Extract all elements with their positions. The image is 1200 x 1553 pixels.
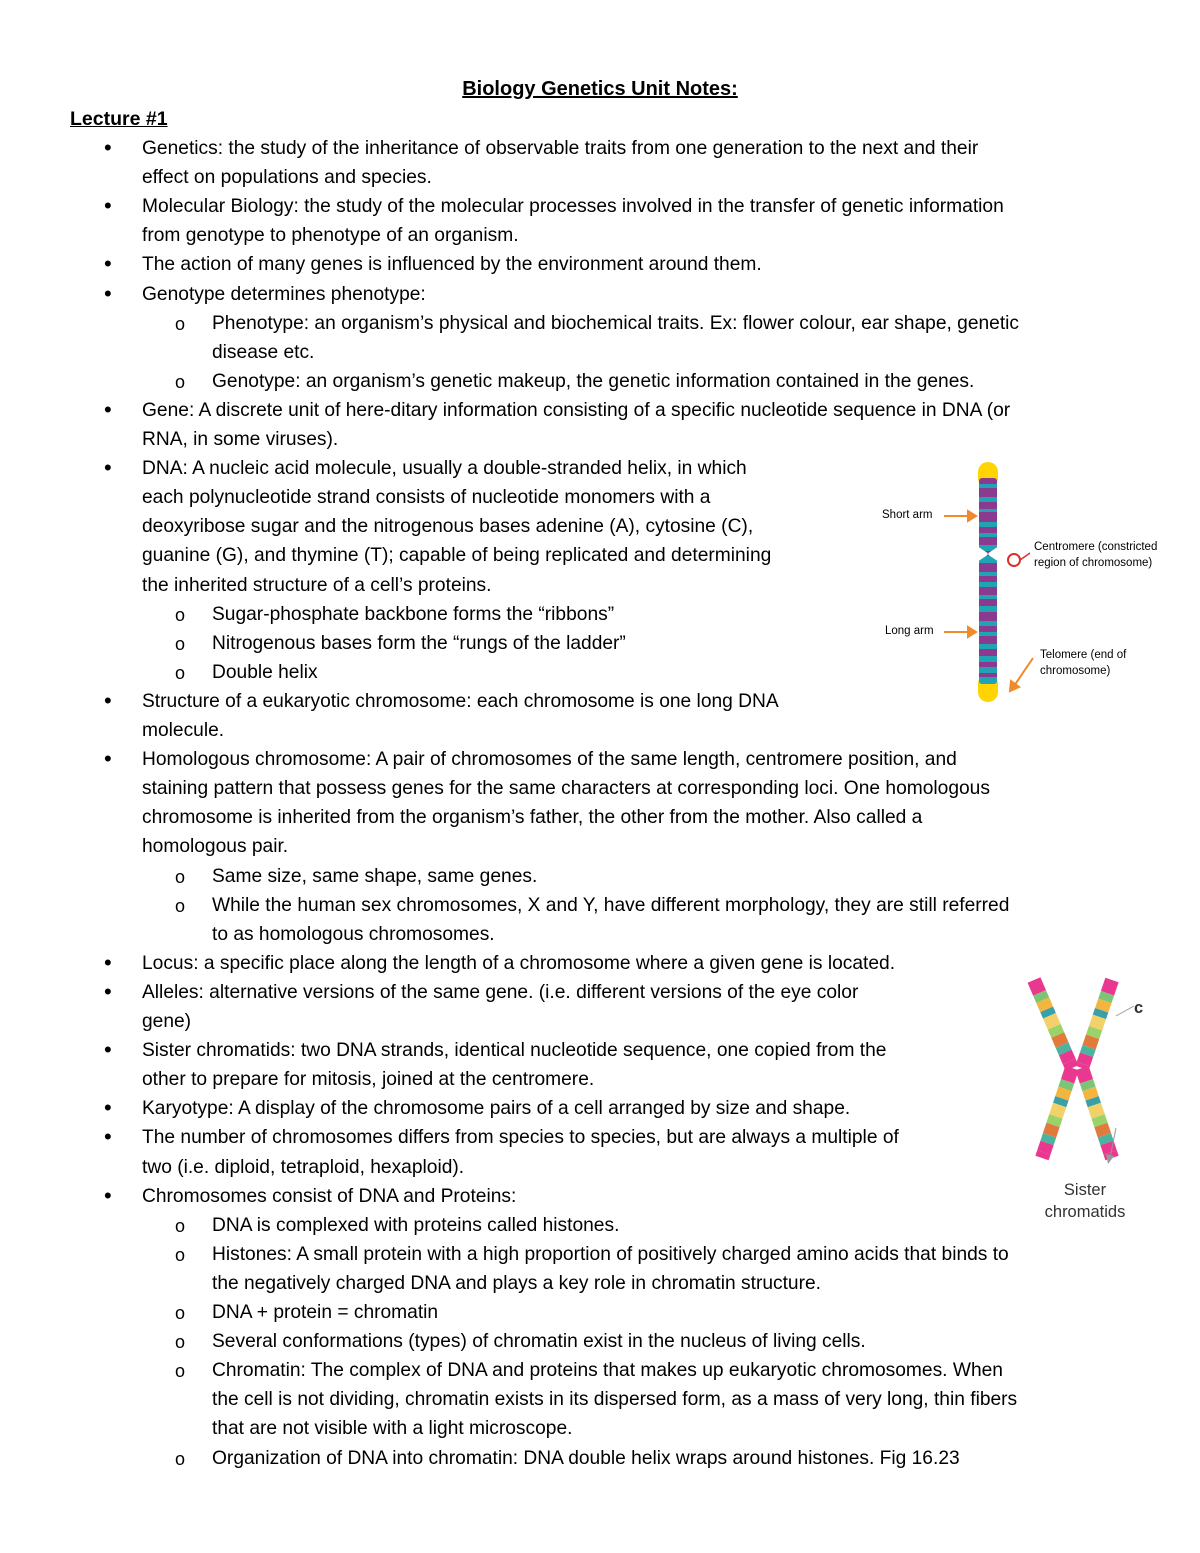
sub-note-line: Phenotype: an organism’s physical and biochemical traits. Ex: flower colour, ear shape, genetic [212, 312, 1020, 334]
note-line: the inherited structure of a cell’s proteins. [142, 574, 492, 596]
sub-note-line: DNA + protein = chromatin [212, 1302, 439, 1323]
chromosome-band [979, 537, 997, 545]
chromosome-band [979, 621, 997, 626]
note-line: Sister chromatids: two DNA strands, identical nucleotide sequence, one copied from the [142, 1040, 887, 1062]
page-title: Biology Genetics Unit Notes: [462, 78, 738, 100]
chromosome-band [979, 667, 997, 673]
chromosome-band [979, 656, 997, 662]
bullet-dot: • [104, 1037, 112, 1063]
bullet-dot: • [104, 455, 112, 481]
bullet-dot: • [104, 135, 112, 160]
bullet-circle: o [175, 895, 186, 916]
chromosome-band [979, 478, 997, 484]
sister-label-1: Sister [1063, 1181, 1107, 1199]
chromosome-band [979, 509, 997, 512]
note-line: Locus: a specific place along the length of a chromosome where a given gene is located. [142, 952, 896, 974]
centromere-label-1: Centromere (constricted [1034, 541, 1158, 553]
bullet-circle: o [175, 1215, 186, 1236]
bullet-dot: • [104, 193, 112, 219]
chromosome-band [979, 512, 997, 522]
bullet-circle: o [175, 1244, 186, 1265]
chromosome-band [979, 484, 997, 488]
note-line: Structure of a eukaryotic chromosome: each chromosome is one long DNA [142, 690, 779, 712]
bullet-dot: • [104, 251, 112, 277]
sub-note-line: that are not visible with a light microscope. [212, 1418, 573, 1440]
note-line: Alleles: alternative versions of the same gene. (i.e. different versions of the eye color [142, 981, 859, 1003]
lecture-heading: Lecture #1 [70, 108, 168, 130]
sub-note-line: Organization of DNA into chromatin: DNA double helix wraps around histones. Fig 16.23 [212, 1447, 960, 1469]
note-line: DNA: A nucleic acid molecule, usually a double-stranded helix, in which [142, 458, 747, 480]
chromosome-band [979, 563, 997, 572]
chromatid-right [1075, 978, 1118, 1160]
sub-note-line: Chromatin: The complex of DNA and proteins that makes up eukaryotic chromosomes. When [212, 1360, 1003, 1382]
note-line: Karyotype: A display of the chromosome pairs of a cell arranged by size and shape. [142, 1098, 851, 1120]
note-line: chromosome is inherited from the organism’s father, the other from the mother. Also called a [142, 807, 923, 829]
bullet-dot: • [104, 1095, 112, 1121]
bullet-dot: • [104, 746, 112, 772]
chromosome-band [979, 527, 997, 533]
chromosome-band [979, 644, 997, 649]
sister-label-2: chromatids [1044, 1203, 1126, 1221]
note-line: Gene: A discrete unit of here-ditary information consisting of a specific nucleotide sequence in DNA (or [142, 399, 1011, 421]
chromosome-band [979, 649, 997, 656]
chromosome-band [979, 636, 997, 644]
bullet-dot: • [104, 1124, 112, 1150]
sub-note-line: Genotype: an organism’s genetic makeup, the genetic information contained in the genes. [212, 370, 975, 392]
bullet-circle: o [175, 1448, 186, 1469]
sister-label-letter: c [1134, 999, 1144, 1017]
sub-note-line: the negatively charged DNA and plays a key role in chromatin structure. [212, 1272, 821, 1294]
chromosome-band [979, 502, 997, 509]
bullet-circle: o [175, 866, 186, 887]
telomere-label-2: chromosome) [1040, 665, 1111, 677]
sister-chromatids-diagram [1020, 968, 1150, 1178]
sub-note-line: Nitrogenous bases form the “rungs of the ladder” [212, 632, 626, 654]
chromosome-band [979, 606, 997, 612]
sub-note-line: Sugar-phosphate backbone forms the “ribbons” [212, 603, 615, 625]
sub-note-line: While the human sex chromosomes, X and Y, have different morphology, they are still referred [212, 894, 1010, 916]
note-line: other to prepare for mitosis, joined at the centromere. [142, 1069, 595, 1091]
note-line: The number of chromosomes differs from species to species, but are always a multiple of [142, 1127, 899, 1149]
chromosome-band [979, 576, 997, 582]
bullet-circle: o [175, 313, 186, 334]
note-line: Genetics: the study of the inheritance of observable traits from one generation to the next and their [142, 138, 979, 159]
chromosome-band [979, 595, 997, 599]
bullet-circle: o [175, 662, 186, 683]
sub-note-line: to as homologous chromosomes. [212, 923, 495, 945]
chromosome-band [979, 626, 997, 632]
chromatid-left [1028, 977, 1079, 1160]
note-line: RNA, in some viruses). [142, 429, 339, 450]
note-line: gene) [142, 1011, 192, 1032]
chromosome-band [979, 587, 997, 595]
note-line: Genotype determines phenotype: [142, 283, 426, 305]
bullet-dot: • [104, 396, 112, 422]
note-line: guanine (G), and thymine (T); capable of being replicated and determining [142, 545, 772, 567]
chromosome-band [979, 572, 997, 576]
note-line: staining pattern that possess genes for the same characters at corresponding loci. One homologous [142, 778, 990, 800]
telomere-label-1: Telomere (end of [1040, 649, 1127, 661]
sub-note-line: Same size, same shape, same genes. [212, 865, 538, 887]
sub-note-line: the cell is not dividing, chromatin exists in its dispersed form, as a mass of very long, thin fibers [212, 1389, 1018, 1411]
bullet-circle: o [175, 371, 186, 392]
sub-note-line: Several conformations (types) of chromatin exist in the nucleus of living cells. [212, 1331, 866, 1353]
note-line: The action of many genes is influenced by the environment around them. [142, 254, 762, 276]
bullet-circle: o [175, 604, 186, 625]
chromosome-band [979, 632, 997, 636]
note-line: homologous pair. [142, 836, 289, 858]
bullet-dot: • [104, 978, 112, 1004]
chromosome-diagram [868, 458, 1180, 704]
note-line: two (i.e. diploid, tetraploid, hexaploid). [142, 1156, 465, 1178]
bullet-circle: o [175, 1332, 186, 1353]
chromosome-band [979, 673, 997, 677]
sub-note-line: Double helix [212, 661, 318, 683]
chromosome-figure [868, 458, 1180, 704]
centromere-ring [1008, 554, 1020, 566]
chromosome-band [979, 612, 997, 621]
bullet-dot: • [104, 687, 112, 713]
bullet-circle: o [175, 633, 186, 654]
chromosome-band [979, 522, 997, 527]
bullet-dot: • [104, 1182, 112, 1208]
sub-note-line: Histones: A small protein with a high proportion of positively charged amino acids that binds to [212, 1243, 1009, 1265]
note-line: Chromosomes consist of DNA and Proteins: [142, 1185, 517, 1207]
centromere-label-2: region of chromosome) [1034, 557, 1153, 569]
sister-chromatids-figure [1020, 968, 1150, 1228]
chromosome-band [979, 662, 997, 667]
note-line: effect on populations and species. [142, 167, 432, 189]
chromosome-bands [979, 478, 997, 686]
chromosome-band [979, 599, 997, 606]
short-arm-label: Short arm [882, 509, 933, 521]
bullet-circle: o [175, 1303, 186, 1323]
note-line: molecule. [142, 720, 225, 741]
bullet-dot: • [104, 280, 112, 306]
note-line: each polynucleotide strand consists of nucleotide monomers with a [142, 487, 711, 509]
note-line: Molecular Biology: the study of the molecular processes involved in the transfer of genetic information [142, 196, 1004, 218]
chromosome-band [979, 497, 997, 502]
bullet-dot: • [104, 949, 112, 975]
chromosome-band [979, 533, 997, 537]
chromosome-band [979, 488, 997, 497]
chromosome-band [979, 582, 997, 587]
note-line: from genotype to phenotype of an organism. [142, 225, 519, 247]
sub-note-line: disease etc. [212, 341, 315, 363]
note-line: deoxyribose sugar and the nitrogenous bases adenine (A), cytosine (C), [142, 516, 754, 538]
sub-note-line: DNA is complexed with proteins called histones. [212, 1214, 620, 1236]
note-line: Homologous chromosome: A pair of chromosomes of the same length, centromere position, and [142, 749, 957, 771]
bullet-circle: o [175, 1361, 186, 1382]
long-arm-label: Long arm [885, 625, 934, 637]
